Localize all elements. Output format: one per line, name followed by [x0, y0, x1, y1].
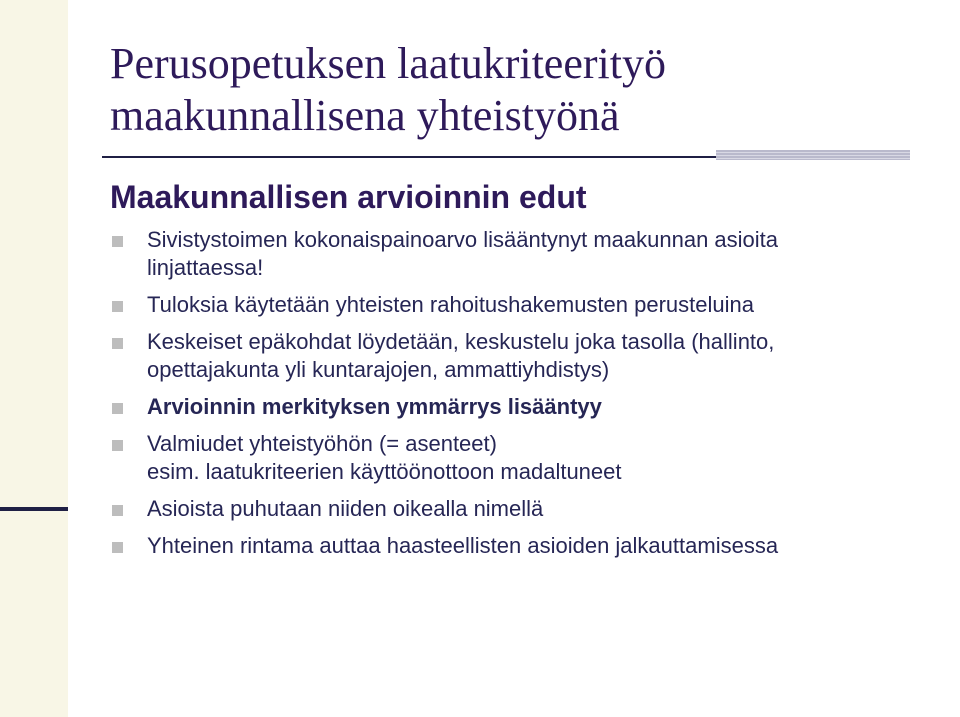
slide-title [110, 38, 930, 142]
bullet-text: Asioista puhutaan niiden oikealla nimellä [147, 496, 544, 521]
bullet-item [106, 328, 926, 384]
bullet-list [106, 226, 926, 569]
bullet-text: Sivistystoimen kokonaispainoarvo lisääntynyt maakunnan asioita [147, 227, 779, 252]
bullet-square-icon [112, 236, 123, 247]
bullet-item [106, 393, 926, 421]
section-heading: Maakunnallisen arvioinnin edut [110, 179, 587, 215]
bullet-square-icon [112, 403, 123, 414]
bullet-item [106, 226, 926, 282]
bullet-text: Valmiudet yhteistyöhön (= asenteet) [147, 431, 497, 456]
bullet-text: opettajakunta yli kuntarajojen, ammattiyhdistys) [147, 357, 610, 382]
bullet-item [106, 430, 926, 486]
bullet-square-icon [112, 440, 123, 451]
bullet-text: linjattaessa! [147, 255, 264, 280]
bullet-text: Yhteinen rintama auttaa haasteellisten asioiden jalkauttamisessa [147, 533, 779, 558]
bullet-text: Tuloksia käytetään yhteisten rahoitushakemusten perusteluina [147, 292, 754, 317]
left-decorative-band [0, 0, 68, 717]
bullet-text: Keskeiset epäkohdat löydetään, keskustelu joka tasolla (hallinto, [147, 329, 775, 354]
title-underline [102, 156, 716, 158]
bullet-square-icon [112, 542, 123, 553]
left-band-marker [0, 507, 68, 511]
title-underline-bar [716, 150, 910, 160]
bullet-item [106, 495, 926, 523]
bullet-square-icon [112, 301, 123, 312]
bullet-item [106, 291, 926, 319]
bullet-text: esim. laatukriteerien käyttöönottoon madaltuneet [147, 459, 622, 484]
bullet-square-icon [112, 338, 123, 349]
bullet-square-icon [112, 505, 123, 516]
title-line-1: Perusopetuksen laatukriteerityö [110, 39, 666, 88]
title-line-2: maakunnallisena yhteistyönä [110, 91, 620, 140]
bullet-text: Arvioinnin merkityksen ymmärrys lisääntyy [147, 394, 602, 419]
bullet-item [106, 532, 926, 560]
